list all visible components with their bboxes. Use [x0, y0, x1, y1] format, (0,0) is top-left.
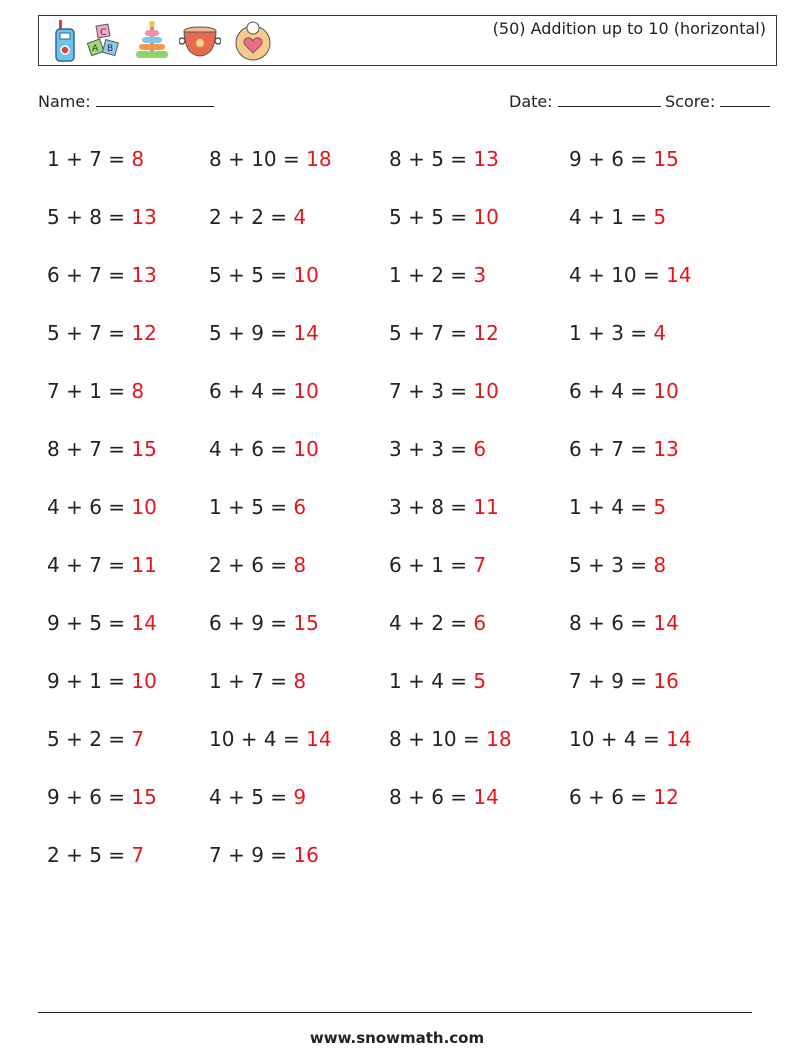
problem-answer: 11 — [131, 553, 157, 577]
date-label: Date: — [509, 92, 553, 111]
problem-answer: 7 — [473, 553, 487, 577]
addition-problem — [569, 437, 679, 461]
problem-answer: 12 — [653, 785, 679, 809]
problem-answer: 14 — [306, 727, 332, 751]
worksheet-header — [38, 15, 777, 66]
addition-problem — [47, 843, 144, 867]
addition-problem — [209, 263, 319, 287]
addition-problem — [47, 379, 144, 403]
addition-problem — [569, 669, 679, 693]
addition-problem — [47, 147, 144, 171]
problem-expression: 1 + 4 = — [389, 669, 468, 693]
problem-answer: 4 — [653, 321, 667, 345]
problem-answer: 12 — [131, 321, 157, 345]
addition-problem — [47, 727, 144, 751]
addition-problem — [389, 205, 499, 229]
problem-answer: 14 — [666, 263, 692, 287]
problem-answer: 10 — [653, 379, 679, 403]
problem-expression: 8 + 6 = — [569, 611, 648, 635]
addition-problem — [389, 437, 486, 461]
problem-expression: 7 + 1 = — [47, 379, 126, 403]
date-field[interactable] — [509, 92, 661, 111]
problem-expression: 6 + 9 = — [209, 611, 288, 635]
score-field[interactable] — [665, 92, 770, 111]
addition-problem — [389, 553, 486, 577]
score-label: Score: — [665, 92, 716, 111]
problem-answer: 10 — [293, 263, 319, 287]
problem-answer: 8 — [653, 553, 667, 577]
addition-problem — [389, 147, 499, 171]
name-blank-line[interactable] — [96, 92, 214, 107]
problem-answer: 15 — [653, 147, 679, 171]
problem-expression: 5 + 3 = — [569, 553, 648, 577]
problem-answer: 10 — [131, 495, 157, 519]
problem-answer: 4 — [293, 205, 307, 229]
addition-problem — [209, 147, 332, 171]
name-label: Name: — [38, 92, 91, 111]
baby-bib-icon — [233, 19, 273, 63]
walkie-talkie-icon — [53, 19, 77, 63]
problem-expression: 6 + 1 = — [389, 553, 468, 577]
addition-problem — [209, 495, 306, 519]
problem-expression: 9 + 1 = — [47, 669, 126, 693]
problem-answer: 15 — [131, 437, 157, 461]
problem-answer: 18 — [486, 727, 512, 751]
footer-divider — [38, 1012, 752, 1013]
problem-answer: 14 — [653, 611, 679, 635]
addition-problem — [389, 263, 486, 287]
addition-problem — [47, 263, 157, 287]
problem-expression: 4 + 1 = — [569, 205, 648, 229]
addition-problem — [569, 785, 679, 809]
problem-expression: 3 + 8 = — [389, 495, 468, 519]
problem-expression: 9 + 6 = — [47, 785, 126, 809]
problem-expression: 9 + 6 = — [569, 147, 648, 171]
problem-expression: 8 + 10 = — [389, 727, 480, 751]
problem-answer: 5 — [653, 205, 667, 229]
problem-expression: 2 + 5 = — [47, 843, 126, 867]
stacking-rings-icon — [133, 19, 171, 63]
problem-answer: 16 — [293, 843, 319, 867]
abc-blocks-icon — [87, 19, 121, 63]
problem-expression: 4 + 10 = — [569, 263, 660, 287]
problem-answer: 18 — [306, 147, 332, 171]
problem-expression: 8 + 5 = — [389, 147, 468, 171]
footer-url: www.snowmath.com — [309, 1029, 485, 1047]
problem-answer: 5 — [653, 495, 667, 519]
addition-problem — [209, 437, 319, 461]
problem-expression: 8 + 10 = — [209, 147, 300, 171]
problem-answer: 14 — [131, 611, 157, 635]
worksheet-title: (50) Addition up to 10 (horizontal) — [492, 19, 766, 38]
problem-expression: 7 + 3 = — [389, 379, 468, 403]
addition-problem — [569, 263, 692, 287]
addition-problem — [47, 611, 157, 635]
problem-expression: 9 + 5 = — [47, 611, 126, 635]
problem-answer: 13 — [473, 147, 499, 171]
addition-problem — [389, 669, 486, 693]
problem-expression: 8 + 7 = — [47, 437, 126, 461]
problem-expression: 5 + 7 = — [389, 321, 468, 345]
addition-problem — [209, 321, 319, 345]
addition-problem — [569, 553, 666, 577]
addition-problem — [209, 727, 332, 751]
problem-answer: 10 — [473, 379, 499, 403]
addition-problem — [569, 611, 679, 635]
problem-expression: 1 + 5 = — [209, 495, 288, 519]
problem-expression: 2 + 2 = — [209, 205, 288, 229]
problem-answer: 5 — [473, 669, 487, 693]
name-field[interactable] — [38, 92, 214, 111]
addition-problem — [389, 785, 499, 809]
problem-expression: 1 + 4 = — [569, 495, 648, 519]
problem-expression: 6 + 6 = — [569, 785, 648, 809]
problem-expression: 5 + 5 = — [209, 263, 288, 287]
problem-expression: 5 + 8 = — [47, 205, 126, 229]
problem-answer: 3 — [473, 263, 487, 287]
addition-problem — [47, 553, 157, 577]
problem-expression: 8 + 6 = — [389, 785, 468, 809]
addition-problem — [569, 205, 666, 229]
addition-problem — [47, 669, 157, 693]
addition-problem — [47, 205, 157, 229]
addition-problem — [209, 785, 306, 809]
addition-problem — [209, 553, 306, 577]
addition-problem — [389, 379, 499, 403]
problem-expression: 5 + 2 = — [47, 727, 126, 751]
addition-problem — [47, 437, 157, 461]
addition-problem — [569, 727, 692, 751]
addition-problem — [389, 495, 499, 519]
problem-answer: 10 — [293, 379, 319, 403]
problem-answer: 14 — [666, 727, 692, 751]
problem-expression: 4 + 5 = — [209, 785, 288, 809]
score-blank-line[interactable] — [720, 92, 770, 107]
addition-problem — [569, 321, 666, 345]
problem-answer: 13 — [131, 205, 157, 229]
problem-expression: 6 + 7 = — [569, 437, 648, 461]
baby-pot-icon — [179, 19, 221, 63]
addition-problem — [389, 321, 499, 345]
problem-expression: 10 + 4 = — [569, 727, 660, 751]
problem-expression: 5 + 5 = — [389, 205, 468, 229]
problem-expression: 10 + 4 = — [209, 727, 300, 751]
addition-problem — [209, 611, 319, 635]
addition-problem — [569, 147, 679, 171]
addition-problem — [47, 495, 157, 519]
problem-expression: 3 + 3 = — [389, 437, 468, 461]
addition-problem — [209, 205, 306, 229]
problem-answer: 8 — [131, 379, 145, 403]
problem-answer: 10 — [131, 669, 157, 693]
problem-answer: 16 — [653, 669, 679, 693]
problem-answer: 10 — [293, 437, 319, 461]
problem-expression: 1 + 2 = — [389, 263, 468, 287]
problem-expression: 4 + 7 = — [47, 553, 126, 577]
problem-answer: 15 — [293, 611, 319, 635]
problem-expression: 4 + 2 = — [389, 611, 468, 635]
addition-problem — [47, 785, 157, 809]
date-blank-line[interactable] — [558, 92, 661, 107]
problem-answer: 8 — [293, 553, 307, 577]
addition-problem — [47, 321, 157, 345]
svg-text:C: C — [100, 28, 107, 38]
problem-answer: 14 — [473, 785, 499, 809]
problem-answer: 8 — [293, 669, 307, 693]
addition-problem — [209, 843, 319, 867]
problem-expression: 4 + 6 = — [209, 437, 288, 461]
problem-expression: 4 + 6 = — [47, 495, 126, 519]
problem-answer: 6 — [473, 611, 487, 635]
problem-expression: 6 + 7 = — [47, 263, 126, 287]
addition-problem — [209, 669, 306, 693]
problem-answer: 10 — [473, 205, 499, 229]
problem-answer: 7 — [131, 843, 145, 867]
problem-expression: 1 + 3 = — [569, 321, 648, 345]
problem-answer: 12 — [473, 321, 499, 345]
problem-expression: 2 + 6 = — [209, 553, 288, 577]
problem-answer: 8 — [131, 147, 145, 171]
problem-expression: 1 + 7 = — [47, 147, 126, 171]
problem-expression: 5 + 9 = — [209, 321, 288, 345]
problem-expression: 5 + 7 = — [47, 321, 126, 345]
addition-problem — [389, 727, 512, 751]
problem-answer: 7 — [131, 727, 145, 751]
problem-answer: 13 — [653, 437, 679, 461]
problem-expression: 6 + 4 = — [569, 379, 648, 403]
svg-text:A: A — [92, 44, 99, 54]
problem-answer: 13 — [131, 263, 157, 287]
addition-problem — [389, 611, 486, 635]
problem-answer: 9 — [293, 785, 307, 809]
problem-answer: 6 — [293, 495, 307, 519]
addition-problem — [569, 495, 666, 519]
addition-problem — [569, 379, 679, 403]
problem-expression: 6 + 4 = — [209, 379, 288, 403]
problem-answer: 14 — [293, 321, 319, 345]
problem-answer: 6 — [473, 437, 487, 461]
problem-answer: 11 — [473, 495, 499, 519]
problem-expression: 1 + 7 = — [209, 669, 288, 693]
svg-text:B: B — [107, 44, 114, 54]
problem-expression: 7 + 9 = — [209, 843, 288, 867]
addition-problem — [209, 379, 319, 403]
problem-expression: 7 + 9 = — [569, 669, 648, 693]
problem-answer: 15 — [131, 785, 157, 809]
